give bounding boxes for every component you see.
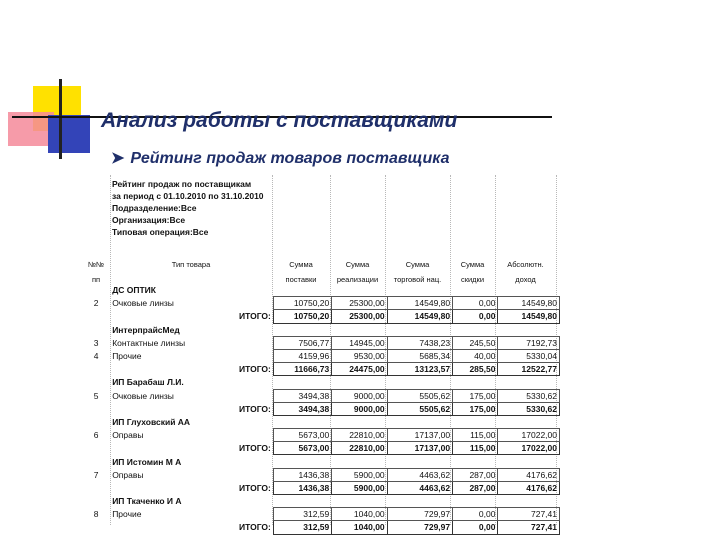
amount-markup: 5685,34: [387, 349, 452, 362]
column-header: №№ пп: [87, 260, 105, 284]
total-label: ИТОГО:: [239, 522, 271, 533]
amount-discount: 175,00: [453, 389, 498, 402]
amount-discount: 115,00: [453, 429, 498, 442]
report-header-line: Типовая операция:Все: [112, 227, 209, 237]
amount-sales: 22810,00: [332, 429, 387, 442]
supplier-row: [82, 415, 560, 428]
amount-discount: 0,00: [453, 297, 498, 310]
product-type: Очковые линзы: [112, 298, 174, 309]
report-header-line: Подразделение:Все: [112, 203, 197, 213]
empty-cell: [82, 363, 110, 376]
total-label: ИТОГО:: [239, 403, 271, 414]
amount-income: 5330,62: [498, 389, 560, 402]
row-number: 2: [93, 298, 99, 309]
product-type: Прочие: [112, 351, 142, 362]
column-header: Тип товара: [171, 260, 211, 269]
column-header: Сумма поставки: [285, 260, 317, 284]
empty-cell: [82, 481, 110, 494]
report-header-line: Организация:Все: [112, 215, 186, 225]
amount-supply: 312,59: [273, 508, 331, 521]
total-discount: 115,00: [453, 442, 498, 455]
supplier-name: ИнтерпрайсМед: [112, 324, 180, 335]
decor-vertical-line: [59, 79, 62, 159]
amount-sales: 14945,00: [332, 336, 387, 349]
total-sales: 24475,00: [332, 363, 387, 376]
item-row: [82, 297, 560, 310]
total-row: [82, 442, 560, 455]
amount-markup: 7438,23: [387, 336, 452, 349]
amount-discount: 40,00: [453, 349, 498, 362]
total-supply: 5673,00: [273, 442, 331, 455]
supplier-row: [82, 495, 560, 508]
column-header: Сумма скидки: [460, 260, 485, 284]
row-number: 7: [93, 469, 99, 480]
report-header-line: за период с 01.10.2010 по 31.10.2010: [112, 191, 264, 201]
bullet-arrow-icon: ➤: [111, 150, 125, 167]
total-row: [82, 521, 560, 534]
total-supply: 312,59: [273, 521, 331, 534]
item-row: [82, 336, 560, 349]
column-header: Сумма реализации: [336, 260, 379, 284]
total-row: [82, 402, 560, 415]
amount-sales: 9000,00: [332, 389, 387, 402]
report-sheet: [82, 175, 558, 533]
item-row: [82, 508, 560, 521]
supplier-rating-table: [82, 284, 560, 535]
amount-income: 7192,73: [498, 336, 560, 349]
total-sales: 1040,00: [332, 521, 387, 534]
row-number: 5: [93, 390, 99, 401]
amount-supply: 1436,38: [273, 468, 331, 481]
total-income: 17022,00: [498, 442, 560, 455]
amount-discount: 287,00: [453, 468, 498, 481]
amount-markup: 5505,62: [387, 389, 452, 402]
amount-income: 5330,04: [498, 349, 560, 362]
column-header: Абсолютн. доход: [507, 260, 544, 284]
total-label: ИТОГО:: [239, 482, 271, 493]
total-label: ИТОГО:: [239, 364, 271, 375]
total-markup: 14549,80: [387, 310, 452, 323]
column-header: Сумма торговой нац.: [393, 260, 442, 284]
empty-cell: [82, 521, 110, 534]
supplier-name: ИП Глуховский АА: [112, 416, 191, 427]
amount-markup: 14549,80: [387, 297, 452, 310]
slide-bullet: [111, 148, 450, 168]
total-supply: 1436,38: [273, 481, 331, 494]
total-markup: 4463,62: [387, 481, 452, 494]
row-number: 4: [93, 351, 99, 362]
total-income: 4176,62: [498, 481, 560, 494]
amount-supply: 7506,77: [273, 336, 331, 349]
total-discount: 175,00: [453, 402, 498, 415]
amount-income: 17022,00: [498, 429, 560, 442]
amount-sales: 1040,00: [332, 508, 387, 521]
empty-cell: [82, 415, 110, 428]
amount-sales: 9530,00: [332, 349, 387, 362]
report-header-line: Рейтинг продаж по поставщикам: [112, 179, 252, 189]
total-discount: 285,50: [453, 363, 498, 376]
total-markup: 13123,57: [387, 363, 452, 376]
total-supply: 11666,73: [273, 363, 331, 376]
slide-title: Анализ работы с поставщиками: [101, 109, 458, 132]
total-markup: 729,97: [387, 521, 452, 534]
amount-income: 14549,80: [498, 297, 560, 310]
total-sales: 25300,00: [332, 310, 387, 323]
item-row: [82, 349, 560, 362]
total-row: [82, 481, 560, 494]
total-discount: 0,00: [453, 521, 498, 534]
row-number: 3: [93, 337, 99, 348]
supplier-name: ИП Истомин М А: [112, 456, 182, 467]
empty-cell: [82, 442, 110, 455]
supplier-name: ДС ОПТИК: [112, 285, 156, 296]
amount-income: 727,41: [498, 508, 560, 521]
total-discount: 0,00: [453, 310, 498, 323]
total-sales: 22810,00: [332, 442, 387, 455]
amount-supply: 3494,38: [273, 389, 331, 402]
product-type: Прочие: [112, 509, 142, 520]
total-markup: 5505,62: [387, 402, 452, 415]
total-supply: 3494,38: [273, 402, 331, 415]
row-number: 8: [93, 509, 99, 520]
empty-cell: [82, 284, 110, 297]
supplier-row: [82, 455, 560, 468]
amount-sales: 5900,00: [332, 468, 387, 481]
product-type: Оправы: [112, 469, 144, 480]
total-income: 727,41: [498, 521, 560, 534]
supplier-name: ИП Ткаченко И А: [112, 496, 182, 507]
amount-supply: 5673,00: [273, 429, 331, 442]
empty-cell: [82, 310, 110, 323]
empty-cell: [82, 376, 110, 389]
total-label: ИТОГО:: [239, 311, 271, 322]
total-income: 5330,62: [498, 402, 560, 415]
empty-cell: [82, 402, 110, 415]
total-label: ИТОГО:: [239, 443, 271, 454]
row-number: 6: [93, 430, 99, 441]
bullet-text: Рейтинг продаж товаров поставщика: [130, 150, 450, 167]
product-type: Контактные линзы: [112, 337, 186, 348]
supplier-row: [82, 284, 560, 297]
total-sales: 9000,00: [332, 402, 387, 415]
empty-cell: [82, 323, 110, 336]
total-sales: 5900,00: [332, 481, 387, 494]
total-income: 12522,77: [498, 363, 560, 376]
amount-supply: 4159,96: [273, 349, 331, 362]
product-type: Оправы: [112, 430, 144, 441]
item-row: [82, 389, 560, 402]
total-row: [82, 310, 560, 323]
decor-blue-square: [48, 115, 90, 153]
empty-cell: [82, 495, 110, 508]
supplier-row: [82, 323, 560, 336]
amount-sales: 25300,00: [332, 297, 387, 310]
product-type: Очковые линзы: [112, 390, 174, 401]
amount-discount: 245,50: [453, 336, 498, 349]
total-supply: 10750,20: [273, 310, 331, 323]
supplier-row: [82, 376, 560, 389]
item-row: [82, 468, 560, 481]
total-row: [82, 363, 560, 376]
item-row: [82, 429, 560, 442]
total-income: 14549,80: [498, 310, 560, 323]
total-discount: 287,00: [453, 481, 498, 494]
amount-income: 4176,62: [498, 468, 560, 481]
amount-discount: 0,00: [453, 508, 498, 521]
amount-markup: 4463,62: [387, 468, 452, 481]
supplier-name: ИП Барабаш Л.И.: [112, 377, 184, 388]
empty-cell: [82, 455, 110, 468]
amount-supply: 10750,20: [273, 297, 331, 310]
total-markup: 17137,00: [387, 442, 452, 455]
amount-markup: 729,97: [387, 508, 452, 521]
amount-markup: 17137,00: [387, 429, 452, 442]
